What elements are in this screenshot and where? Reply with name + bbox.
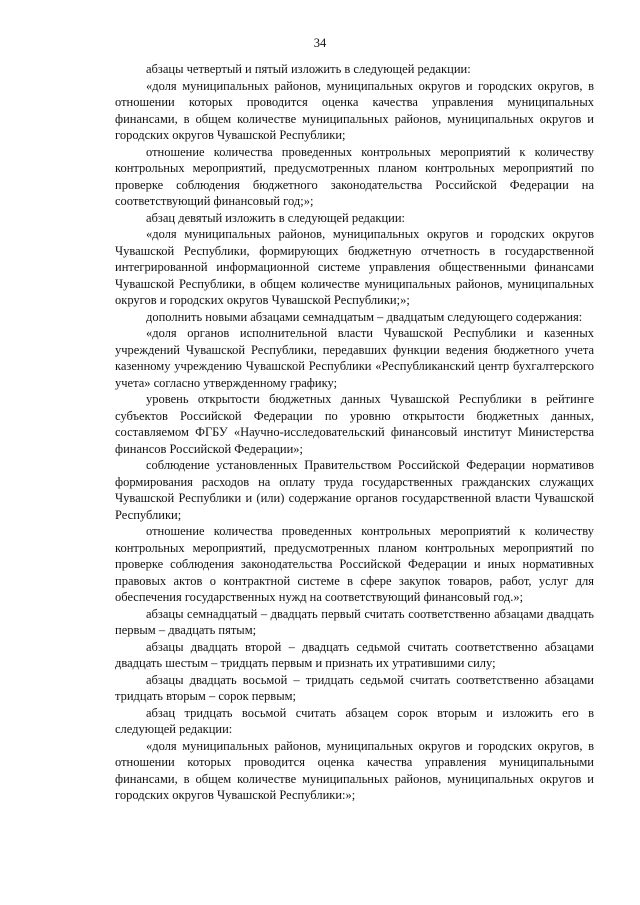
- paragraph: соблюдение установленных Правительством Российской Федерации нормативов формирования расходов на оплату труда государственных гражданских служащих Чувашской Республики и (или) содержание органов государственной власти Чувашской Республики;: [115, 458, 594, 522]
- paragraph: «доля органов исполнительной власти Чувашской Республики и казенных учреждений Чувашской Республики, передавших функции ведения бюджетного учета казенному учреждению Чувашской Республики «Республиканский центр бухгалтерского учета» согласно утвержденному графику;: [115, 326, 594, 390]
- paragraph: «доля муниципальных районов, муниципальных округов и городских округов, в отношении которых проводится оценка качества управления муниципальных финансами, в общем количестве муниципальных районов, муниципальных округов и городских округов Чувашской Республики;: [115, 78, 594, 142]
- paragraph: абзац тридцать восьмой считать абзацем сорок вторым и изложить его в следующей редакции:: [115, 705, 594, 736]
- paragraph: уровень открытости бюджетных данных Чувашской Республики в рейтинге субъектов Российской Федерации по уровню открытости бюджетных данных, составляемом ФГБУ «Научно-исследовательский финансовый институт Министерства финансов Российской Федерации»;: [115, 392, 594, 456]
- paragraph: абзацы двадцать второй – двадцать седьмой считать соответственно абзацами двадцать шестым – тридцать первым и признать их утратившими силу;: [115, 639, 594, 670]
- document-body: [115, 61, 594, 804]
- paragraph: «доля муниципальных районов, муниципальных округов и городских округов Чувашской Республики, формирующих бюджетную отчетность в государственной интегрированной информационной системе управления общественными финансами Чувашской Республики, в общем количестве муниципальных районов, муниципальных округов и городских округов Чувашской Республики;»;: [115, 227, 594, 307]
- paragraph: отношение количества проведенных контрольных мероприятий к количеству контрольных мероприятий, предусмотренных планом контрольных мероприятий по проверке соблюдения законодательства Российской Федерации и иных нормативных правовых актов о контрактной системе в сфере закупок товаров, работ, услуг для обеспечения государственных нужд на соответствующий финансовый год.»;: [115, 524, 594, 604]
- paragraph: абзацы четвертый и пятый изложить в следующей редакции:: [146, 62, 471, 76]
- page-number: 34: [313, 36, 327, 50]
- paragraph: дополнить новыми абзацами семнадцатым – двадцатым следующего содержания:: [146, 309, 583, 324]
- paragraph: отношение количества проведенных контрольных мероприятий к количеству контрольных мероприятий, предусмотренных планом контрольных мероприятий по проверке соблюдения бюджетного законодательства Российской Федерации на соответствующий финансовый год;»;: [115, 144, 594, 208]
- paragraph: абзац девятый изложить в следующей редакции:: [146, 210, 405, 225]
- paragraph: «доля муниципальных районов, муниципальных округов и городских округов, в отношении которых проводится оценка качества управления муниципальными финансами, в общем количестве муниципальных районов, муниципальных округов и городских округов Чувашской Республики:»;: [115, 738, 594, 802]
- paragraph: абзацы двадцать восьмой – тридцать седьмой считать соответственно абзацами тридцать вторым – сорок первым;: [115, 672, 594, 703]
- paragraph: абзацы семнадцатый – двадцать первый считать соответственно абзацами двадцать первым – двадцать пятым;: [115, 606, 594, 637]
